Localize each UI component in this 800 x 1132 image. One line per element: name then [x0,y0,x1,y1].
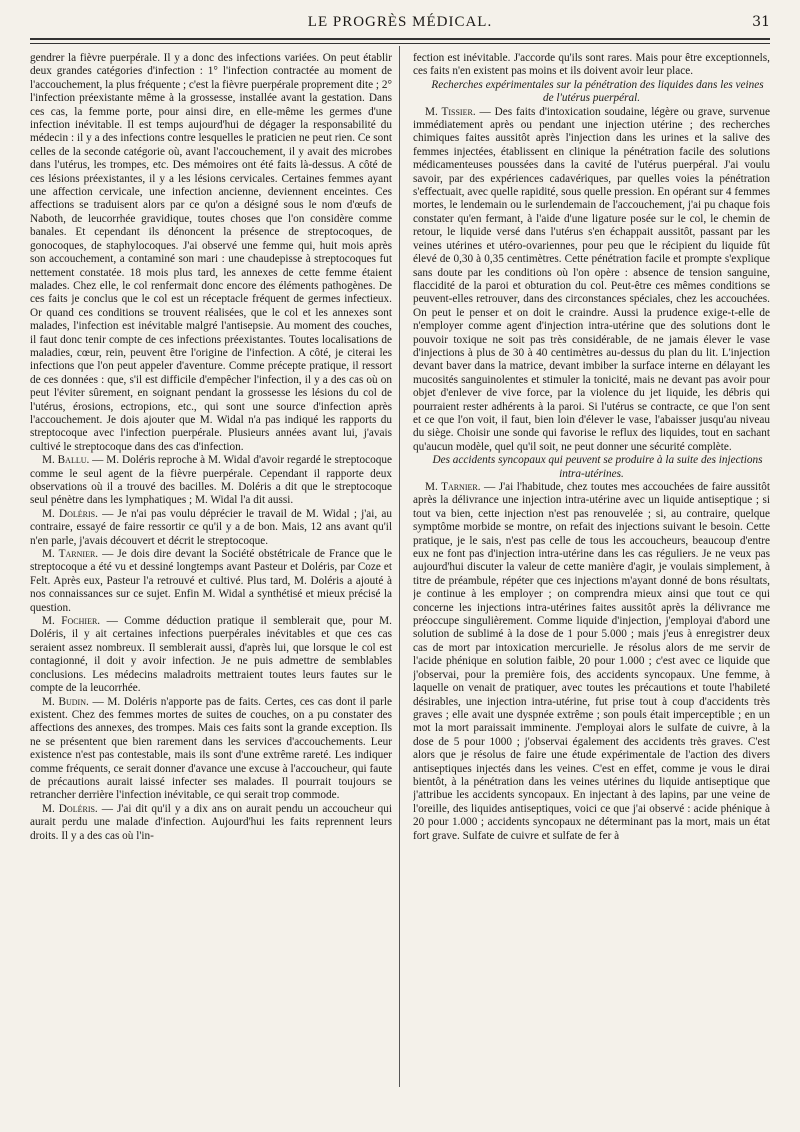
speaker-name: M. Budin. [42,695,89,708]
paragraph: gendrer la fièvre puerpérale. Il y a donc des infections variées. On peut établir deux grandes catégories d'infection : 1° l'infection contractée au moment de l'accouchement, la plus fréquente ; c'est la fièvre puerpérale proprement dite ; 2° l'infection préexistante même à la grossesse, installée avant la gestation. Dans ces cas, la femme porte, pour ainsi dire, en elle-même les germes d'une infection inévitable. Il est temps aujourd'hui de dégager la responsabilité du médecin : il y a des infections contre lesquelles le praticien ne peut rien. Ce sont celles de la seconde catégorie où, avant l'accouchement, il y avait des microbes dans l'utérus, les trompes, etc. Des mémoires ont été faits là-dessus. A côté de ces lésions préexistantes, il y a les lésions cervicales. Certaines femmes ayant une affection cervicale, une infection ancienne, deviennent enceintes. Ces affections se traduisent alors par ce qu'on a désigné sous le nom d'œufs de Naboth, de leucorrhée gravidique, toutes choses que l'on considère comme banales. Et cependant ils dénoncent la présence de streptocoques, de gonocoques, de staphylocoques. J'ai observé une femme qui, huit mois après son accouchement, a contaminé son mari : une chaudepisse à streptocoques fut nettement constatée. 18 mois plus tard, les annexes de cette femme étaient malades. Chez elle, le col renfermait donc encore des éléments pathogènes. De ces faits je conclus que le col est un réceptacle fréquent de germes infectieux. Or quand ces conditions se trouvent réalisées, que le col et les annexes sont malades, l'infection est inévitable malgré l'antisepsie. Au moment des couches, il faut donc tenir compte de ces infections préexistantes. Toutes localisations de maladies, cœur, rein, peuvent être l'origine de l'infection. A côté, je citerai les infections que l'on peut appeler d'aventure. Comme précepte pratique, il ressort de ces données : que, s'il est difficile d'empêcher l'infection, il y a des cas où on peut l'éviter sûrement, en soignant pendant la grossesse les lésions du col de l'utérus, érosions, ectropions, etc., qui sont une source d'infection après l'accouchement. Je dois ajouter que M. Widal n'a pas indiqué les rapports du streptocoque avec l'infection puerpérale. Plusieurs années avant lui, j'avais cultivé le streptocoque dans des cas d'infection. [30,52,392,453]
header-rule-thick [30,38,770,40]
paragraph [30,696,392,803]
right-column [413,52,770,1100]
paragraph [30,803,392,843]
column-divider [399,46,400,1087]
speaker-name: M. Doléris. [42,507,98,520]
paragraph-text: — M. Doléris n'apporte pas de faits. Certes, ces cas dont il parle existent. Chez des femmes mortes de suites de couches, on a pu constater des affections des annexes, des trompes. Mais ces faits sont la grande exception. Ils ne se présentent que bien rarement dans les services d'accouchements. Leur existence n'est pas contestable, mais ils sont d'une extrême rareté. Les indiquer comme fréquents, ce serait donner d'avance une excuse à l'accoucheur, qui faute de précautions aurait laissé infecter ses malades. Il pourrait toujours se retrancher derrière l'infection inévitable, ce qui serait trop commode. [30,695,392,802]
left-column [30,52,392,1100]
paragraph [413,106,770,455]
paragraph [30,548,392,615]
journal-title: LE PROGRÈS MÉDICAL. [307,14,493,30]
speaker-name: M. Ballu. [42,454,90,467]
paragraph: fection est inévitable. J'accorde qu'ils sont rares. Mais pour être exceptionnels, ces faits n'en existent pas moins et ils doivent avoir leur place. [413,52,770,78]
page-number: 31 [752,14,770,30]
paragraph [413,481,770,843]
speaker-name: M. Tarnier. [425,481,481,493]
paragraph-text: — J'ai l'habitude, chez toutes mes accouchées de faire aussitôt après la délivrance une injection intra-utérine avec un liquide antiseptique ; si tout va bien, cette injection n'est pas renouvelée ; si, au contraire, quelque symptôme morbide se montre, on refait des injections suivant le besoin. Cette pratique, je le sais, n'est pas celle de tous les accoucheurs, beaucoup d'entre eux ne font pas d'injection intra-utérine dans les cas réguliers. Je ne veux pas aujourd'hui discuter la valeur de cette manière d'agir, je voulais simplement, à titre de préambule, répéter que ces injections m'ayant donné de bons résultats, je continue à les employer ; on comprendra mieux ainsi que tout ce qui concerne les injections intra-utérines faites aussitôt après la délivrance me préoccupe singulièrement. Comme liquide d'injection, j'employai d'abord une solution de sublimé à la dose de 1 pour 5.000 ; mais j'eus à enregistrer deux cas de mort par intoxication mercurielle. Je résolus alors de me servir de l'acide phénique en solution faible, 20 pour 1.000 ; c'est avec ce liquide que j'observai, pour la première fois, des accidents syncopaux. Une femme, à laquelle on venait de pratiquer, avec toutes les précautions et toute l'habileté désirables, une injection intra-utérine, fut prise tout à coup d'accidents très graves ; elle avait une dyspnée extrême ; son pouls était imperceptible ; en un mot la mort paraissait imminente. J'employai alors le sulfate de cuivre, à la dose de 5 pour 1000 ; j'observai également des accidents très graves. C'est alors que je résolus de faire une étude expérimentale de l'action des divers antiseptiques injectés dans les veines. C'est en effet, comme je vous le dirai bientôt, à la pénétration dans les veines utérines du liquide antiseptique que j'attribue les accidents syncopaux. En injectant à des lapins, par une veine de l'oreille, des liquides antiseptiques, voici ce que j'ai observé : acide phénique à 20 pour 1.000 ; accidents syncopaux ne déterminant pas la mort, mais un état fort grave. Sulfate de cuivre et sulfate de fer à [413,481,770,842]
paragraph-text: — J'ai dit qu'il y a dix ans on aurait pendu un accoucheur qui aurait perdu une malade d'infection. Aujourd'hui les faits reprennent leurs droits. Il y a des cas où l'in- [30,802,392,842]
header-rule-thin [30,43,770,44]
paragraph [30,508,392,548]
paragraph-text: — M. Doléris reproche à M. Widal d'avoir regardé le streptocoque comme le seul agent de la fièvre puerpérale. Cependant il rapporte deux observations où il a trouvé des bacilles. M. Doléris a dit que le streptocoque seul pénètre dans les lymphatiques ; M. Widal l'a dit aussi. [30,454,392,507]
paragraph-text: — Je n'ai pas voulu déprécier le travail de M. Widal ; j'ai, au contraire, essayé de faire ressortir ce qu'il y a de bon. Mais, 12 ans avant qu'il n'en parle, j'avais découvert et décrit le streptocoque. [30,507,392,547]
paragraph [30,454,392,508]
speaker-name: M. Tarnier. [42,548,99,561]
paragraph-text: — Je dois dire devant la Société obstétricale de France que le streptocoque a été vu et dessiné longtemps avant Pasteur et Doléris, par Coze et Felt. Après eux, Pasteur l'a retrouvé et cultivé. Plus tard, M. Doléris a ajouté à nos connaissances sur ce sujet. Enfin M. Widal a synthétisé et mieux précisé la question. [30,548,392,614]
paragraph-text: — Comme déduction pratique il semblerait que, pour M. Doléris, il y ait certaines infections puerpérales inévitables et que ces cas seraient assez nombreux. Il semblerait aussi, d'après lui, que lorsque le col est contagionné, il doit y avoir infection. Je ne puis admettre de semblables conclusions. Les médecins maladroits mettraient toutes leurs fautes sur le compte de la leucorrhée. [30,615,392,695]
section-heading: Recherches expérimentales sur la pénétration des liquides dans les veines de l'utérus puerpéral. [431,78,764,105]
speaker-name: M. Doléris. [42,802,98,815]
paragraph [30,615,392,695]
speaker-name: M. Fochier. [42,615,101,628]
running-header [30,14,770,36]
section-heading: Des accidents syncopaux qui peuvent se produire à la suite des injections intra-utérines. [432,454,763,480]
speaker-name: M. Tissier. [425,105,476,118]
paragraph-text: — Des faits d'intoxication soudaine, légère ou grave, survenue immédiatement après ou pendant une injection utérine ; des recherches chimiques faites aussitôt après l'injection dans les urines et la salive des femmes injectées, établissent en clinique la pénétration facile des solutions médicamenteuses poussées dans la cavité de l'utérus puerpéral. J'ai voulu savoir, par des expériences cadavériques, par quelles voies la pénétration s'effectuait, avec quelle rapidité, sous quelle pression. En opérant sur 4 femmes mortes, le lendemain ou le surlendemain de l'accouchement, j'ai pu chaque fois constater qu'en fermant, à l'aide d'une ligature posée sur le col, le chemin de retour, le liquide versé dans l'utérus s'en échappait aussitôt, passant par les veines utérines et utéro-ovariennes, pour peu que le récipient du liquide fût élevé de 0,30 à 0,35 centimètres. Cette pénétration facile et prompte s'explique sans doute par les conditions où l'on opère : absence de tension sanguine, flaccidité de la paroi et obturation du col. Peut-être ces mêmes conditions se peuvent-elles retrouver, dans des circonstances spéciales, chez les accouchées. On peut le penser et on doit le craindre. Aussi la prudence exige-t-elle de n'employer comme agent d'injection intra-utérine que des solutions dont le pouvoir toxique ne soit pas très considérable, de ne jamais élever le vase d'injections à plus de 30 à 40 centimètres au-dessus du plan du lit. L'injection devant baver dans la matrice, devant imbiber la surface interne en délayant les mucosités sanguinolentes et stimuler la tonicité, mais ne devant pas avoir pour objet d'enlever de vive force, par la violence du jet liquide, les débris qui pourraient rester adhérents à la paroi. Si l'utérus se contracte, ce que l'on sent et ce que l'on voit, il faut, bien loin d'élever le vase, l'abaisser jusqu'au niveau du siège. Choisir une sonde qui favorise le reflux des liquides, tout en sachant qu'aucun modèle, quel qu'il soit, ne peut donner une sécurité complète. [413,105,770,453]
